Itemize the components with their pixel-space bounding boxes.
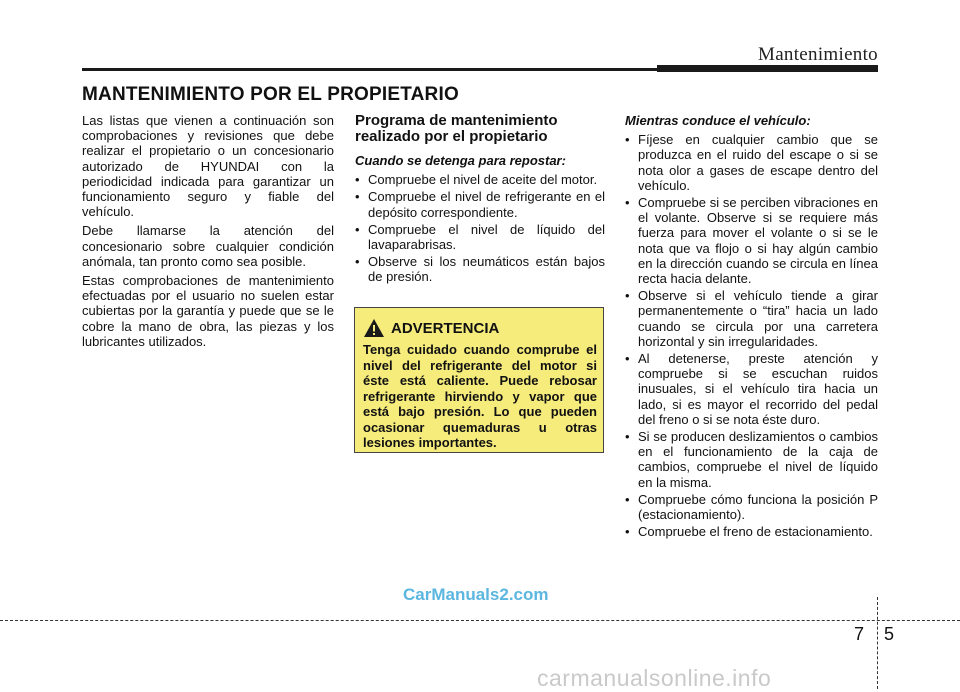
driving-checklist — [625, 132, 878, 539]
list-item: • Fíjese en cualquier cambio que se produzca en el ruido del escape o si se nota olor a gases de escape dentro del vehículo. — [625, 132, 878, 193]
list-item: • Compruebe cómo funciona la posición P (estacionamiento). — [625, 492, 878, 522]
program-heading: Programa de mantenimiento realizado por el propietario — [355, 112, 558, 145]
list-item: • Si se producen deslizamientos o cambios en el funcionamiento de la caja de cambios, compruebe el nivel de líquido en la misma. — [625, 429, 878, 490]
refuel-subheading: Cuando se detenga para repostar: — [355, 153, 566, 168]
footer-divider — [877, 597, 878, 689]
header-rule-accent — [657, 65, 878, 72]
middle-column — [355, 113, 605, 287]
footer-watermark: carmanualsonline.info — [537, 665, 772, 691]
warning-text: Tenga cuidado cuando comprube el nivel del refrigerante del motor si éste está caliente. Puede rebosar refrigerante hirviendo y vapor que está bajo presión. Lo que pueden ocasionar quemaduras u otras lesiones importantes. — [363, 342, 597, 450]
chapter-number: 7 — [854, 624, 865, 644]
driving-subheading: Mientras conduce el vehículo: — [625, 113, 811, 128]
list-item: • Compruebe si se perciben vibraciones en el volante. Observe si se requiere más fuerza para mover el volante o si se le nota que va flojo o si hay algún cambio en la dirección cuando se circula en línea recta hacia delante. — [625, 195, 878, 286]
footer-rule — [0, 620, 960, 621]
list-item: • Al detenerse, preste atención y compruebe si se escuchan ruidos inusuales, si el vehículo tira hacia un lado, si es mayor el recorrido del pedal del freno o si se nota éste duro. — [625, 351, 878, 427]
warning-box — [354, 307, 604, 453]
list-item: • Observe si los neumáticos están bajos de presión. — [355, 254, 605, 284]
page-header-title: Mantenimiento — [758, 44, 878, 65]
list-item: • Compruebe el freno de estacionamiento. — [625, 524, 878, 539]
list-item: • Compruebe el nivel de líquido del lavaparabrisas. — [355, 222, 605, 252]
intro-paragraph: Las listas que vienen a continuación son comprobaciones y revisiones que debe realizar el propietario o un concesionario autorizado de HYUNDAI con la periodicidad indicada para garantizar un funcionamiento seguro y fiable del vehículo. — [82, 113, 334, 220]
page-number: 5 — [884, 624, 895, 644]
right-column — [625, 113, 878, 541]
dealer-paragraph: Debe llamarse la atención del concesionario sobre cualquier condición anómala, tan pronto como sea posible. — [82, 223, 334, 269]
section-heading: MANTENIMIENTO POR EL PROPIETARIO — [82, 84, 459, 105]
watermark-link[interactable]: CarManuals2.com — [403, 585, 549, 604]
refuel-checklist — [355, 172, 605, 284]
warranty-paragraph: Estas comprobaciones de mantenimiento efectuadas por el usuario no suelen estar cubiertas por la garantía y puede que se le cobre la mano de obra, las piezas y los lubricantes utilizados. — [82, 273, 334, 349]
list-item: • Observe si el vehículo tiende a girar permanentemente o “tira” hacia un lado cuando se circula por una carretera horizontal y sin irregularidades. — [625, 288, 878, 349]
warning-title-row — [363, 318, 597, 338]
warning-triangle-icon — [363, 318, 385, 338]
left-column — [82, 113, 334, 353]
list-item: • Compruebe el nivel de refrigerante en el depósito correspondiente. — [355, 189, 605, 219]
list-item: • Compruebe el nivel de aceite del motor. — [355, 172, 605, 187]
warning-title: ADVERTENCIA — [391, 319, 500, 337]
header-rule — [82, 68, 657, 71]
